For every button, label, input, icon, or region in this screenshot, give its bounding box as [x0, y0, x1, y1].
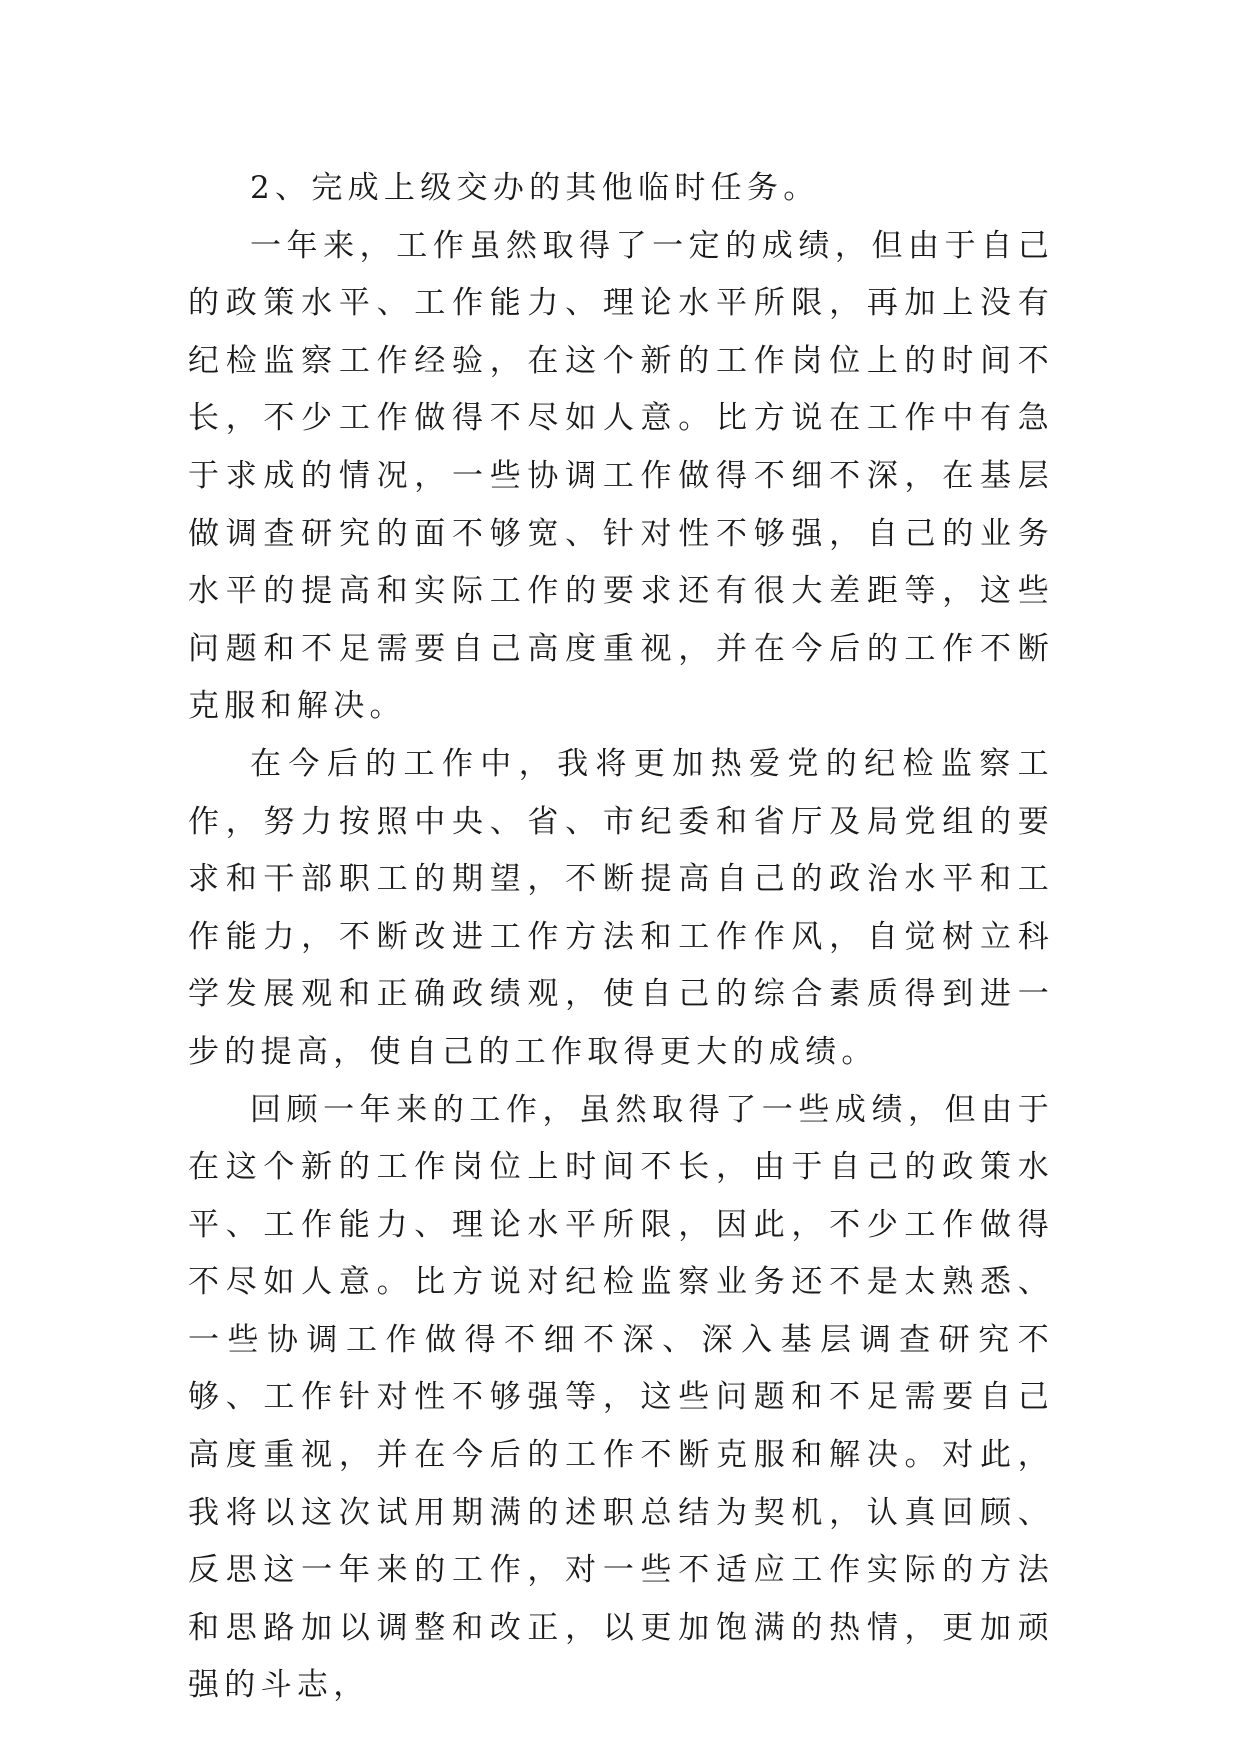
paragraph-task-item: 2、完成上级交办的其他临时任务。 — [250, 170, 820, 206]
document-body — [188, 160, 1054, 1715]
paragraph-review: 回顾一年来的工作，虽然取得了一些成绩，但由于在这个新的工作岗位上时间不长，由于自己的政策水平、工作能力、理论水平所限，因此，不少工作做得不尽如人意。比方说对纪检监察业务还不是太熟悉、一些协调工作做得不细不深、深入基层调查研究不够、工作针对性不够强等，这些问题和不足需要自己高度重视，并在今后的工作不断克服和解决。对此，我将以这次试用期满的述职总结为契机，认真回顾、反思这一年来的工作，对一些不适应工作实际的方法和思路加以调整和改正，以更加饱满的热情，更加顽强的斗志， — [188, 1091, 1054, 1704]
paragraph-future-plans: 在今后的工作中，我将更加热爱党的纪检监察工作，努力按照中央、省、市纪委和省厅及局党组的要求和干部职工的期望，不断提高自己的政治水平和工作能力，不断改进工作方法和工作作风，自觉树立科学发展观和正确政绩观，使自己的综合素质得到进一步的提高，使自己的工作取得更大的成绩。 — [188, 745, 1054, 1070]
paragraph-shortcomings: 一年来，工作虽然取得了一定的成绩，但由于自己的政策水平、工作能力、理论水平所限，再加上没有纪检监察工作经验，在这个新的工作岗位上的时间不长，不少工作做得不尽如人意。比方说在工作中有急于求成的情况，一些协调工作做得不细不深，在基层做调查研究的面不够宽、针对性不够强，自己的业务水平的提高和实际工作的要求还有很大差距等，这些问题和不足需要自己高度重视，并在今后的工作不断克服和解决。 — [188, 227, 1054, 725]
